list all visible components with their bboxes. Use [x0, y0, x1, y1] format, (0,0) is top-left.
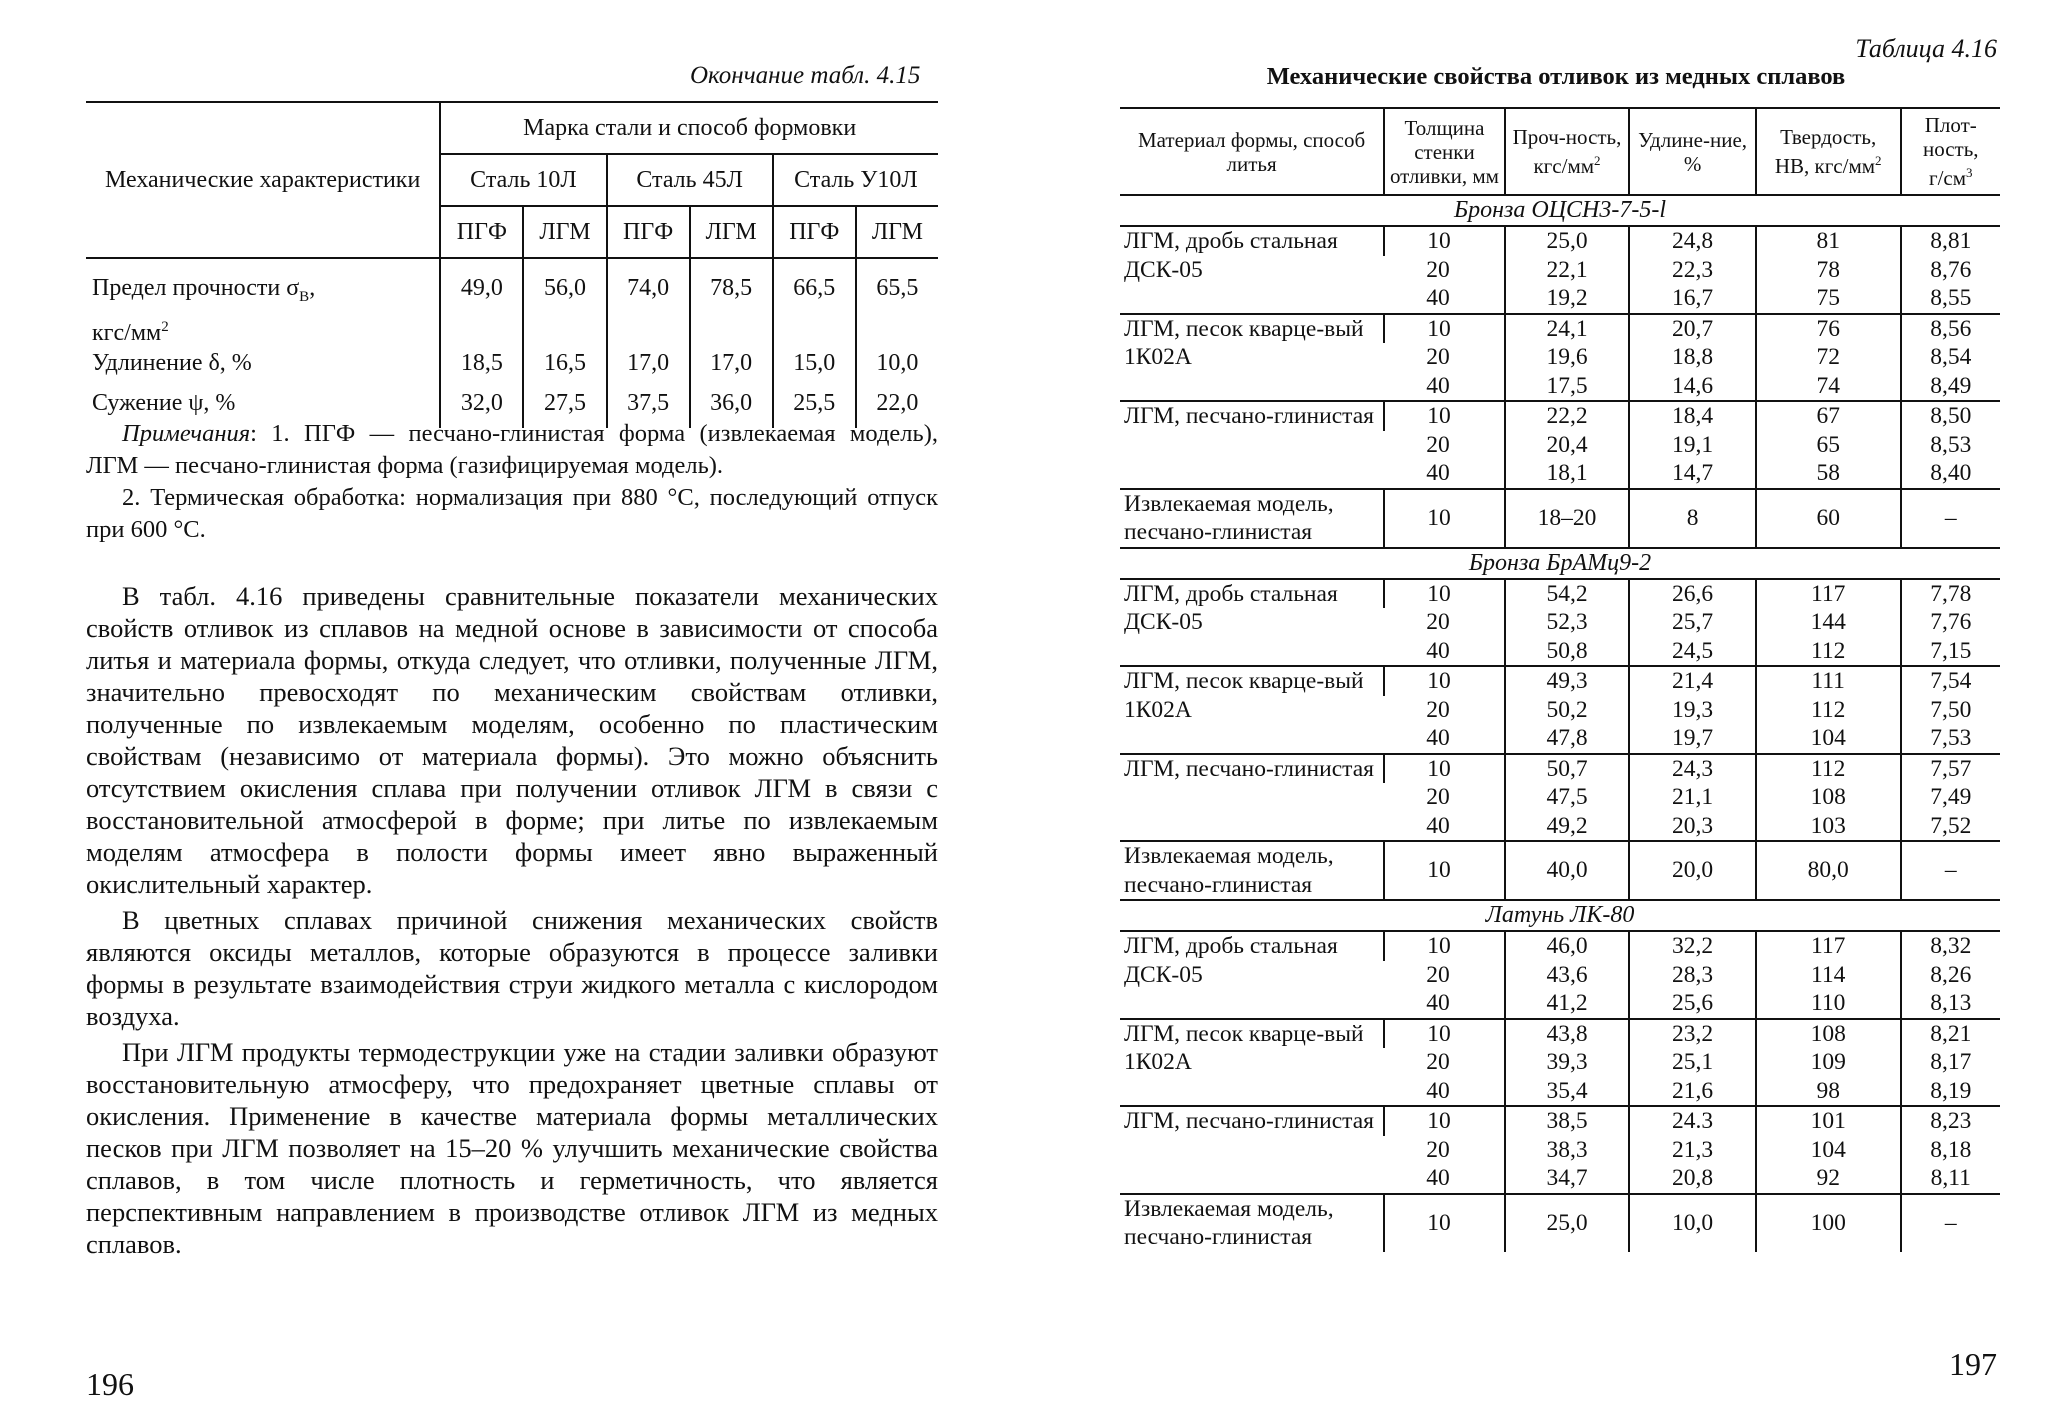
table-row: [1120, 1194, 2000, 1252]
header-thickness: Толщина стенки отливки, мм: [1384, 108, 1505, 195]
header-characteristics: Механические характеристики: [86, 102, 440, 258]
table-cell: 19,6: [1505, 343, 1630, 372]
material-cell: ЛГМ, песчано-глинистая: [1120, 754, 1384, 842]
table-cell: 24,1: [1505, 314, 1630, 344]
table-cell: –: [1901, 489, 2000, 548]
right-page: [1024, 0, 2048, 1428]
material-cell: Извлекаемая модель, песчано-глинистая: [1120, 841, 1384, 900]
table-cell: 78: [1756, 256, 1901, 285]
table-cell: 20,7: [1629, 314, 1756, 344]
material-cell: Извлекаемая модель, песчано-глинистая: [1120, 489, 1384, 548]
table-cell: 7,78: [1901, 579, 2000, 609]
table-cell: 8,23: [1901, 1106, 2000, 1136]
header-steel: Сталь 45Л: [607, 154, 773, 206]
table-cell: 109: [1756, 1048, 1901, 1077]
table-cell: 49,2: [1505, 812, 1630, 842]
header-method: ЛГМ: [690, 206, 773, 258]
table-cell: 10: [1384, 931, 1505, 961]
table-cell: 23,2: [1629, 1019, 1756, 1049]
table-cell: 32,0: [440, 388, 523, 428]
table-cell: 18–20: [1505, 489, 1630, 548]
header-elongation: Удлине-ние, %: [1629, 108, 1756, 195]
table-cell: 16,7: [1629, 284, 1756, 314]
table-cell: 14,7: [1629, 459, 1756, 489]
table-cell: 10: [1384, 841, 1505, 900]
table-cell: 39,3: [1505, 1048, 1630, 1077]
table-cell: 65: [1756, 431, 1901, 460]
table-cell: 110: [1756, 989, 1901, 1019]
table-cell: 50,7: [1505, 754, 1630, 784]
table-cell: 10: [1384, 666, 1505, 696]
table-cell: 19,2: [1505, 284, 1630, 314]
table-cell: 112: [1756, 637, 1901, 667]
table-cell: 10: [1384, 1106, 1505, 1136]
table-cell: 22,1: [1505, 256, 1630, 285]
table-cell: 18,5: [440, 348, 523, 388]
header-hardness: Твердость, НВ, кгс/$мм^2$: [1756, 108, 1901, 195]
table-cell: 18,4: [1629, 401, 1756, 431]
table-cell: 10: [1384, 754, 1505, 784]
table-cell: 20,8: [1629, 1164, 1756, 1194]
table-cell: 20,4: [1505, 431, 1630, 460]
paragraph: В табл. 4.16 приведены сравнительные показатели механических свойств отливок из сплавов на медной основе в зависимости от способа литья и материала формы, откуда следует, что отливки, полученные ЛГМ, значительно превосходят по механическим свойствам отливки, полученные по извлекаемым моделям, особенно по пластическим свойствам (независимо от материала формы). Это можно объяснить отсутствием окисления сплава при получении отливок ЛГМ в связи с восстановительной атмосферой в форме; при литье по извлекаемым моделям атмосфера в полости формы имеет явно выраженный окислительный характер.: [86, 581, 938, 899]
table-cell: 19,1: [1629, 431, 1756, 460]
table-cell: 34,7: [1505, 1164, 1630, 1194]
table-cell: 40: [1426, 637, 1450, 664]
table-cell: 92: [1756, 1164, 1901, 1194]
table-cell: 25,6: [1629, 989, 1756, 1019]
table-cell: 98: [1756, 1077, 1901, 1107]
table-4-15: [86, 101, 938, 428]
table-cell: 49,3: [1505, 666, 1630, 696]
table-cell: 17,0: [690, 348, 773, 388]
table-cell: 117: [1756, 579, 1901, 609]
table-cell: 40: [1426, 812, 1450, 839]
table-cell: 25,5: [773, 388, 856, 428]
table-cell: 49,0: [440, 258, 523, 348]
table-cell: 40: [1426, 285, 1450, 311]
material-cell: ЛГМ, песок кварце-вый 1К02А: [1120, 1019, 1384, 1107]
table-row: [86, 348, 938, 388]
table-cell: 76: [1756, 314, 1901, 344]
table-cell: 20,3: [1629, 812, 1756, 842]
table-cell: 8,21: [1901, 1019, 2000, 1049]
table-cell: 65,5: [856, 258, 938, 348]
table-cell: 28,3: [1629, 961, 1756, 990]
table-cell: 114: [1756, 961, 1901, 990]
table-cell: 24.3: [1629, 1106, 1756, 1136]
header-method: ПГФ: [607, 206, 690, 258]
table-row: [1120, 666, 2000, 696]
table-cell: 8,50: [1901, 401, 2000, 431]
header-density: Плот-ность, $г/см^3$: [1901, 108, 2000, 195]
material-cell: ЛГМ, дробь стальная ДСК-05: [1120, 226, 1384, 314]
table-cell: 56,0: [523, 258, 606, 348]
table-cell: 75: [1756, 284, 1901, 314]
table-cell: 10: [1384, 489, 1505, 548]
table-cell: 100: [1756, 1194, 1901, 1252]
table-cell: 8,32: [1901, 931, 2000, 961]
table-cell: 18,1: [1505, 459, 1630, 489]
table-cell: 22,2: [1505, 401, 1630, 431]
table-cell: 47,8: [1505, 724, 1630, 754]
table-cell: 8,11: [1901, 1164, 2000, 1194]
header-method: ЛГМ: [856, 206, 938, 258]
table-cell: 15,0: [773, 348, 856, 388]
header-method: ЛГМ: [523, 206, 606, 258]
table-cell: 8,19: [1901, 1077, 2000, 1107]
table-4-16: [1120, 107, 2000, 1252]
table-cell: 43,8: [1505, 1019, 1630, 1049]
material-cell: Извлекаемая модель, песчано-глинистая: [1120, 1194, 1384, 1252]
table-cell: 21,1: [1629, 783, 1756, 812]
table-continuation-title: Окончание табл. 4.15: [690, 62, 921, 89]
table-cell: 8,76: [1901, 256, 2000, 285]
table-cell: 20: [1426, 696, 1450, 723]
table-cell: 50,8: [1505, 637, 1630, 667]
table-cell: 8,53: [1901, 431, 2000, 460]
table-cell: 21,4: [1629, 666, 1756, 696]
table-cell: 108: [1756, 1019, 1901, 1049]
header-steel: Сталь У10Л: [773, 154, 938, 206]
table-cell: 8: [1629, 489, 1756, 548]
table-row: [1120, 401, 2000, 431]
table-cell: 7,76: [1901, 608, 2000, 637]
table-cell: 22,3: [1629, 256, 1756, 285]
table-cell: –: [1901, 841, 2000, 900]
note-1: Примечания: 1. ПГФ — песчано-глинистая форма (извлекаемая модель), ЛГМ — песчано-глинистая форма (газифицируемая модель).: [86, 420, 938, 479]
table-cell: 103: [1756, 812, 1901, 842]
header-method: ПГФ: [773, 206, 856, 258]
table-cell: 60: [1756, 489, 1901, 548]
table-number: Таблица 4.16: [1855, 34, 1997, 63]
table-cell: 20: [1426, 431, 1450, 458]
table-cell: 10: [1384, 579, 1505, 609]
table-cell: 25,1: [1629, 1048, 1756, 1077]
table-cell: 10: [1384, 226, 1505, 256]
table-cell: 43,6: [1505, 961, 1630, 990]
table-cell: 58: [1756, 459, 1901, 489]
table-cell: 8,81: [1901, 226, 2000, 256]
table-row: [86, 258, 938, 348]
table-cell: 25,7: [1629, 608, 1756, 637]
table-title: Механические свойства отливок из медных сплавов: [1266, 63, 1846, 90]
table-cell: 8,13: [1901, 989, 2000, 1019]
row-label: Сужение ψ, %: [92, 389, 236, 416]
table-cell: 40: [1426, 1165, 1450, 1191]
table-cell: 18,8: [1629, 343, 1756, 372]
header-steel-group: Марка стали и способ формовки: [440, 102, 938, 154]
table-cell: 24,5: [1629, 637, 1756, 667]
page-number: 196: [86, 1366, 134, 1402]
header-material: Материал формы, способ литья: [1120, 108, 1384, 195]
table-row: [1120, 1019, 2000, 1049]
table-cell: 81: [1756, 226, 1901, 256]
table-cell: 10: [1384, 1019, 1505, 1049]
table-cell: 20: [1426, 1049, 1450, 1075]
table-cell: 46,0: [1505, 931, 1630, 961]
table-cell: 22,0: [856, 388, 938, 428]
table-cell: 78,5: [690, 258, 773, 348]
table-cell: 67: [1756, 401, 1901, 431]
table-cell: 112: [1756, 696, 1901, 725]
table-row: [1120, 579, 2000, 609]
table-cell: 38,3: [1505, 1136, 1630, 1165]
table-row: [1120, 489, 2000, 548]
table-cell: 40: [1426, 1077, 1450, 1104]
table-cell: 10,0: [856, 348, 938, 388]
table-cell: 7,53: [1901, 724, 2000, 754]
table-cell: –: [1901, 1194, 2000, 1252]
table-cell: 54,2: [1505, 579, 1630, 609]
table-cell: 35,4: [1505, 1077, 1630, 1107]
table-cell: 66,5: [773, 258, 856, 348]
paragraph: В цветных сплавах причиной снижения механических свойств являются оксиды металлов, которые образуются в процессе заливки формы в результате взаимодействия струи жидкого металла с кислородом воздуха.: [86, 905, 938, 1031]
table-cell: 17,0: [607, 348, 690, 388]
note-2: 2. Термическая обработка: нормализация при 880 °С, последующий отпуск при 600 °С.: [86, 484, 938, 543]
table-cell: 37,5: [607, 388, 690, 428]
table-cell: 10: [1384, 1194, 1505, 1252]
header-method: ПГФ: [440, 206, 523, 258]
table-cell: 8,49: [1901, 372, 2000, 402]
table-row: [1120, 314, 2000, 344]
table-cell: 17,5: [1505, 372, 1630, 402]
alloy-section-row: [1120, 548, 2000, 579]
header-steel: Сталь 10Л: [440, 154, 606, 206]
material-cell: ЛГМ, дробь стальная ДСК-05: [1120, 579, 1384, 667]
table-row: [1120, 226, 2000, 256]
table-cell: 52,3: [1505, 608, 1630, 637]
table-cell: 47,5: [1505, 783, 1630, 812]
table-cell: 10: [1384, 314, 1505, 344]
table-cell: 20: [1426, 344, 1450, 370]
row-label: Предел прочности $\sigma_В$, кгс/$мм^2$: [92, 275, 316, 346]
table-cell: 19,7: [1629, 724, 1756, 754]
table-cell: 7,57: [1901, 754, 2000, 784]
table-cell: 19,3: [1629, 696, 1756, 725]
table-cell: 112: [1756, 754, 1901, 784]
alloy-section-row: [1120, 900, 2000, 931]
table-cell: 104: [1756, 1136, 1901, 1165]
table-cell: 8,55: [1901, 284, 2000, 314]
alloy-name: Бронза ОЦСН3-7-5-l: [1120, 195, 2000, 226]
table-row: [1120, 931, 2000, 961]
header-strength: Проч-ность, кгс/$мм^2$: [1505, 108, 1630, 195]
table-cell: 117: [1756, 931, 1901, 961]
table-cell: 20: [1426, 961, 1450, 988]
material-cell: ЛГМ, песок кварце-вый 1К02А: [1120, 666, 1384, 754]
table-cell: 41,2: [1505, 989, 1630, 1019]
table-cell: 8,17: [1901, 1048, 2000, 1077]
table-cell: 20: [1426, 1136, 1450, 1163]
table-cell: 104: [1756, 724, 1901, 754]
table-cell: 40: [1426, 725, 1450, 751]
page-number: 197: [1949, 1346, 1997, 1382]
table-cell: 74,0: [607, 258, 690, 348]
table-cell: 21,6: [1629, 1077, 1756, 1107]
table-cell: 26,6: [1629, 579, 1756, 609]
table-cell: 25,0: [1505, 226, 1630, 256]
table-cell: 8,54: [1901, 343, 2000, 372]
table-cell: 24,3: [1629, 754, 1756, 784]
table-cell: 20: [1426, 784, 1450, 810]
table-cell: 16,5: [523, 348, 606, 388]
table-cell: 74: [1756, 372, 1901, 402]
table-cell: 144: [1756, 608, 1901, 637]
table-cell: 7,52: [1901, 812, 2000, 842]
table-cell: 7,54: [1901, 666, 2000, 696]
table-cell: 7,49: [1901, 783, 2000, 812]
table-cell: 50,2: [1505, 696, 1630, 725]
material-cell: ЛГМ, дробь стальная ДСК-05: [1120, 931, 1384, 1019]
table-cell: 10,0: [1629, 1194, 1756, 1252]
table-cell: 32,2: [1629, 931, 1756, 961]
table-cell: 80,0: [1756, 841, 1901, 900]
table-cell: 27,5: [523, 388, 606, 428]
table-cell: 36,0: [690, 388, 773, 428]
alloy-section-row: [1120, 195, 2000, 226]
table-cell: 8,40: [1901, 459, 2000, 489]
table-cell: 101: [1756, 1106, 1901, 1136]
table-cell: 38,5: [1505, 1106, 1630, 1136]
paragraph: При ЛГМ продукты термодеструкции уже на стадии заливки образуют восстановительную атмосферу, что предохраняет цветные сплавы от окисления. Применение в качестве материала формы металлических песков при ЛГМ позволяет на 15–20 % улучшить механические свойства сплавов, в том числе плотность и герметичность, что является перспективным направлением в производстве отливок ЛГМ из медных сплавов.: [86, 1037, 938, 1259]
table-cell: 8,26: [1901, 961, 2000, 990]
alloy-name: Латунь ЛК-80: [1120, 900, 2000, 931]
table-cell: 8,56: [1901, 314, 2000, 344]
table-cell: 7,50: [1901, 696, 2000, 725]
table-cell: 40: [1426, 460, 1450, 486]
table-row: [1120, 1106, 2000, 1136]
material-cell: ЛГМ, песок кварце-вый 1К02А: [1120, 314, 1384, 402]
table-cell: 20,0: [1629, 841, 1756, 900]
table-cell: 21,3: [1629, 1136, 1756, 1165]
table-header-row: [1120, 108, 2000, 195]
table-cell: 8,18: [1901, 1136, 2000, 1165]
table-cell: 14,6: [1629, 372, 1756, 402]
table-cell: 108: [1756, 783, 1901, 812]
table-cell: 25,0: [1505, 1194, 1630, 1252]
table-cell: 40,0: [1505, 841, 1630, 900]
material-cell: ЛГМ, песчано-глинистая: [1120, 401, 1384, 489]
table-cell: 40: [1426, 990, 1450, 1016]
row-label: Удлинение δ, %: [92, 349, 252, 376]
table-cell: 7,15: [1901, 637, 2000, 667]
table-cell: 111: [1756, 666, 1901, 696]
table-cell: 20: [1426, 609, 1450, 635]
table-cell: 40: [1426, 372, 1450, 399]
material-cell: ЛГМ, песчано-глинистая: [1120, 1106, 1384, 1194]
table-row: [1120, 754, 2000, 784]
table-cell: 72: [1756, 343, 1901, 372]
table-cell: 24,8: [1629, 226, 1756, 256]
table-row: [1120, 841, 2000, 900]
body-text: [86, 580, 938, 1264]
table-cell: 20: [1426, 256, 1450, 283]
table-notes: [86, 418, 938, 546]
alloy-name: Бронза БрАМц9-2: [1120, 548, 2000, 579]
table-cell: 10: [1384, 401, 1505, 431]
